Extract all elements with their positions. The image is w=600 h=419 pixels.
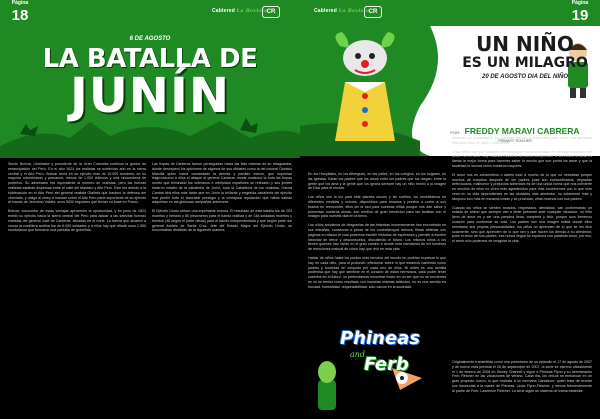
right-header-logo [314,8,370,14]
right-col1-paragraph-1: En los Hospitales, en los Albergues, en las calles, en los colegios, en los hogares, en las iglesias. Están los padres que los amos entre los padres que los niegan, entre la gente que los ama y la gente que los ignora siempre hay un niño hecho a la imagen de Dios para el mundo. [308,172,446,191]
left-page-label: Página [11,0,29,6]
left-col1-paragraph-2: Bolívar, conocedor de estas ventajas aprovechó la oportunidad, y en junio de 1824 emitió su ejército hacia la sierra central del Perú para atacar a las selectas fuerzas realistas del general José de Canterac, situadas en el norte. La fuerza que alcanzó a cruzar la cordillera andina fue de 6.000 soldados y a ellos hay que añadir unos 1.500 montoneros que formaron una pantalla de guerrillas. [8,209,146,233]
show-logo-phineas: Phineas [340,328,421,349]
left-header-script: La Revista [236,8,268,14]
byline-prefix: POR: [450,130,461,135]
left-page-number-box [6,0,34,26]
clown-illustration-icon [320,26,410,146]
right-page-label: Página [571,0,589,6]
left-col1-paragraph-1: Simón Bolívar, Libertador y presidente de la Gran Colombia continuó la guerra de emancipación del Perú. En el año 1824 los realistas se sostenían aún en la sierra central y el Alto Perú. Bolívar tenía en su ejército más de 10.000 hombres, en su mayoría colombianos y peruanos, menos de 1.000 chilenos y una cincuentena de porteños. Su adversario era equivalente al número de realistas, pero las fuerzas realistas estaban dispersas entre el valle del Mantaro y Alto Perú. Este fue debido a la sublevación en el Alto Perú del general realista Olañeta que fracturó la defensa del virreinato, y obligó al virrey a mandar sobre el Alto Perú parte importante de su ejército al mando de Jerónimo Valdés, unos 5000 regulares que tenían su base en Potosí. [8,162,146,205]
right-page [300,0,600,419]
right-col1-paragraph-4: Hablar de niños hasta los puntos más remotos del mundo no podrían expresar lo que hay en cada niño, para el profundo reflexionar sobre lo que estamos haciendo como padres y sociedad en conjunto por cada uno de ellos. Ni antes es una semilla poderosa que hay que sembrar en el corazón de estos hermosos, para poder tener cosecha en el futuro, no pretendamos encontrar modo en un ser que no se encuentra es no se tenido como resultado con nuestras mismas actitudes, no es una semilla en bondad, honestidad, responsabilidad, solo vacíos en la sociedad. [308,255,446,289]
left-header-logo [212,8,268,14]
show-logo-area [310,318,440,414]
left-col2-paragraph-2: El Ejército Unido obtuvo una importante victoria. El resultado de esta batalla fue de 254 muertos y heridos y 80 prisioneros para el bando realista y de 148 soldados muertos y heridos (45 según el parte oficial) para el bando independentista y que según parte del general Andrés de Santa Cruz, Jefe del Estado Mayor del Ejército Unido, se encontraban divididas de la siguiente manera. [152,209,292,233]
left-page-number: 18 [11,7,29,24]
right-column-2 [452,136,592,248]
left-date: 6 DE AGOSTO [129,36,171,42]
left-column-1 [8,162,146,237]
left-col2-paragraph-1: Las tropas de Canterac fueron perseguidas hasta las filas mismas de su retaguardia, donde desesperó los opiniones de algunos de sus oficiales como la del coronel Dionisio Marcilla quien había comandado la derrota y perdido menos, que suponían tragiconsumo a ellos el ataque al general Canterac donde ocasionó la toda las tropas montó que eliminado los veteranos e intrépidos españoles se retirasen y sus jinetes hicieron estaño de la caballería de Junín, toda la Caballería de los realistas, Garcia Camba dirá ellos más tarde que en Junín la brillante y engreída caballería del ejército real perdió todo el favorable prestigio y la ventajosa reputación que había sabido adquirirse en las gloriosas campañas anteriores. [152,162,292,205]
left-cr-badge-icon: CR [262,6,280,18]
right-title-line1: UN NIÑO [476,32,574,56]
left-title-line1: LA BATALLA DE [42,44,258,74]
right-title-line2: ES UN MILAGRO [462,55,588,71]
right-page-number-box [566,0,594,26]
right-col2-paragraph-5: Originalmente transmitida como una preestreno de un episodio el 17 de agosto de 2007 y de nuevo esta prevista el 28 de septiembre de 2007, la serie se estrenó oficialmente el 1 de febrero de 2008 en Disney Channel y sigue a Phineas Flynn y su hermanastro Ferb Fletcher en las vacaciones de verano. Cada día, los chicos se embarcan en un gran proyecto nuevo, lo que molesta a su hermana Candance, quien trata de revelar sus travesuras a la madre de Phineas, Linda Flynn-Fletcher, y menos frecuentemente al padre de Ferb, Lawrence Fletcher. La serie sigue un sistema de trama estándar. [452,360,592,393]
right-cr-badge-icon: CR [364,6,382,18]
right-column-1 [308,172,446,294]
author-role: PRIMARY TEACHER [498,139,532,143]
right-column-2-bottom [452,360,592,398]
left-title-line2: JUNÍN [69,68,231,124]
right-col1-paragraph-3: Los niños anónimos de desgracias de las infancias inocentemente han encontrado en sus entrañas, conservan a pesar de los contratiempos ternura, fibras abiertas con páginas en blanco el cual podemos escribir historias de esperanza y permitir a escribir historias de terror y desconsuelos, discutiendo el futuro. Los mismos niños a los tienen quienes han vivido en el gran camino a donde está intentando de mil hombres de emociones manual de cómo hay que vivir en esta vida. [308,223,446,252]
right-col1-paragraph-2: Los niños son la luz para este planeta oscuro y sin sueños, los necesitamos en diferentes medidas y colores, disponibles para amarlos y prestos a correr a sus brazos en reencontro, ellos sin la sed para nuestras niñas porque nos dan sabor y presentan nuestros almas, son medios de gran bendición para las familias con el milagro para nuestra vida en la tierra. [308,195,446,219]
show-logo-and: and [350,350,366,359]
right-page-number: 19 [571,7,589,24]
right-date: 20 DE AGOSTO DIA DEL NIÑO [481,74,568,80]
author-name: FREDDY MARAVI CABRERA [464,126,580,136]
right-col2-paragraph-1: reformas ya presentadas en nuestras mentes y suficientes para tener una sociedad feliz sana libre de amor y tolerancia. [452,136,592,145]
right-col2-paragraph-4: Cuando los niños se sienten amados, respetados, atendidos, van conformando un estado de ánimo que siempre van a tener presente ante cualquier situación, un niño lleno de amor es y ser una persona llena, completa y feliz, porque tuvo llenemos corazón para conformar su vida. Los padres son una imagen sólida donde ellos orientarse sus propias personalidades, los niños no aprenden de lo que se les dice solamente, sino que aprenden de lo que ven y que hacen los demás a su alrededor, pues el amor de sus padres, ese nunca llegue se equivoca con palabras amor, por eso, el amor sólo podemos de imaginar la vida. [452,205,592,244]
show-logo-ferb: Ferb [364,354,409,375]
right-col2-paragraph-3: El amor nos es consentirlos o darles todo a mucho de lo que no necesitan porque muchos de nosotros después de ser padres pues son extraordinarios, degradan defectuosos, malhumor y prejuicios adheridos es de una única forma que nos convierte en muchos de ellos no viven más agradecidos para más inconformes con lo que más vean en su vida dependientes en las ciudades más alrededor, no solamente más y tampoco son más en escasos cosas y se provocan, ellas muchos con sus padres. [452,172,592,201]
right-col2-paragraph-2: A los niños hay que hablarles de forma que estos entiendan el mensaje contenido del amor, no en fácil. Hay muchas maneras de como comprender a los niños, lo ideal es llamar la mejor forma para hacerles saber lo mucho que son podrá los amar y que la sociedad la oscura cómo nuestros mayores. [452,149,592,168]
left-header-brand: Cablered [212,8,235,14]
left-column-2 [152,162,292,237]
right-header-brand: Cablered [314,8,337,14]
right-header-script: La Revista [338,8,370,14]
